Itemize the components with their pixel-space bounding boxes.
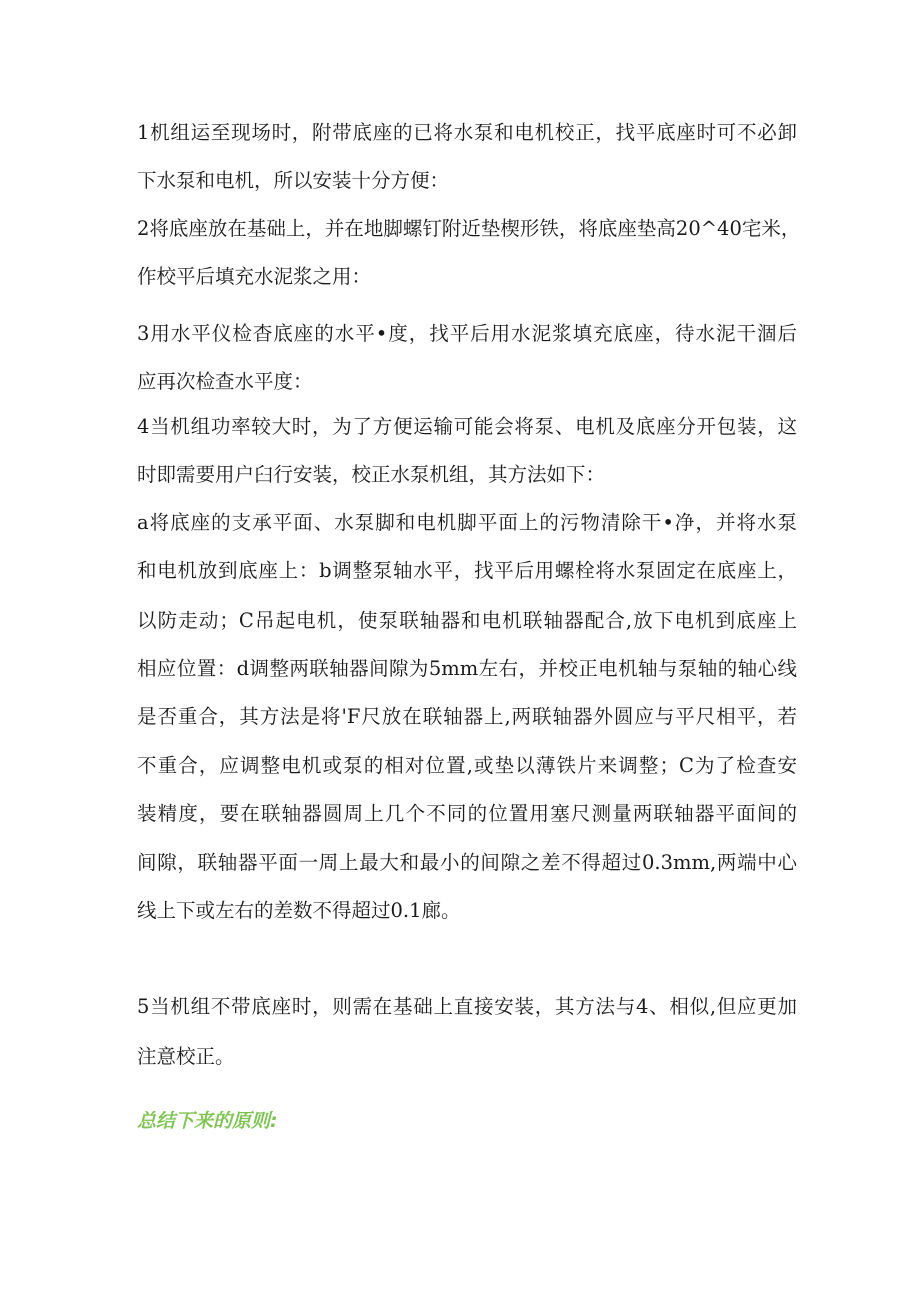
paragraph-a-line-9: 线上下或左右的差数不得超过0.1廊。 [137, 899, 461, 922]
paragraph-3-line-2: 应再次检查水平度： [137, 370, 313, 393]
paragraph-1-line-1: 1机组运至现场时，附带底座的已将水泵和电机校正，找平底座时可不必卸 [137, 121, 797, 144]
summary-heading: 总结下来的原则: [137, 1110, 278, 1132]
paragraph-4-line-1: 4当机组功率较大时，为了方便运输可能会将泵、电机及底座分开包装，这 [137, 415, 797, 438]
paragraph-5-line-1: 5当机组不带底座时，则需在基础上直接安装，其方法与4、相似,但应更加 [137, 995, 797, 1018]
paragraph-2-line-2: 作校平后填充水泥浆之用： [137, 265, 372, 288]
paragraph-a-line-6: 不重合，应调整电机或泵的相对位置,或垫以薄铁片来调整；C为了检查安 [137, 754, 797, 777]
paragraph-4-line-2: 时即需要用户臼行安装，校正水泵机组，其方法如下： [137, 463, 606, 486]
paragraph-a-line-2: 和电机放到底座上：b调整泵轴水平，找平后用螺栓将水泵固定在底座上， [137, 559, 797, 582]
paragraph-2-line-1: 2将底座放在基础上，并在地脚螺钉附近垫楔形铁，将底座垫高20^40宅米， [137, 217, 801, 240]
paragraph-1-line-2: 下水泵和电机，所以安装十分方便： [137, 169, 450, 192]
paragraph-a-line-3: 以防走动；C吊起电机，使泵联轴器和电机联轴器配合,放下电机到底座上 [137, 609, 797, 632]
paragraph-a-line-4: 相应位置：d调整两联轴器间隙为5mm左右，并校正电机轴与泵轴的轴心线 [137, 657, 797, 680]
paragraph-3-line-1: 3用水平仪检杳底座的水平•度，找平后用水泥浆填充底座，待水泥干涸后 [137, 322, 797, 345]
paragraph-5-line-2: 注意校正。 [137, 1045, 235, 1068]
paragraph-a-line-8: 间隙，联轴器平面一周上最大和最小的间隙之差不得超过0.3mm,两端中心 [137, 851, 797, 874]
paragraph-a-line-7: 装精度，要在联轴器圆周上几个不同的位置用塞尺测量两联轴器平面间的 [137, 802, 797, 825]
paragraph-a-line-1: a将底座的支承平面、水泵脚和电机脚平面上的污物清除干•净，并将水泵 [137, 511, 797, 534]
paragraph-a-line-5: 是否重合，其方法是将'F尺放在联轴器上,两联轴器外圆应与平尺相平，若 [137, 705, 797, 728]
